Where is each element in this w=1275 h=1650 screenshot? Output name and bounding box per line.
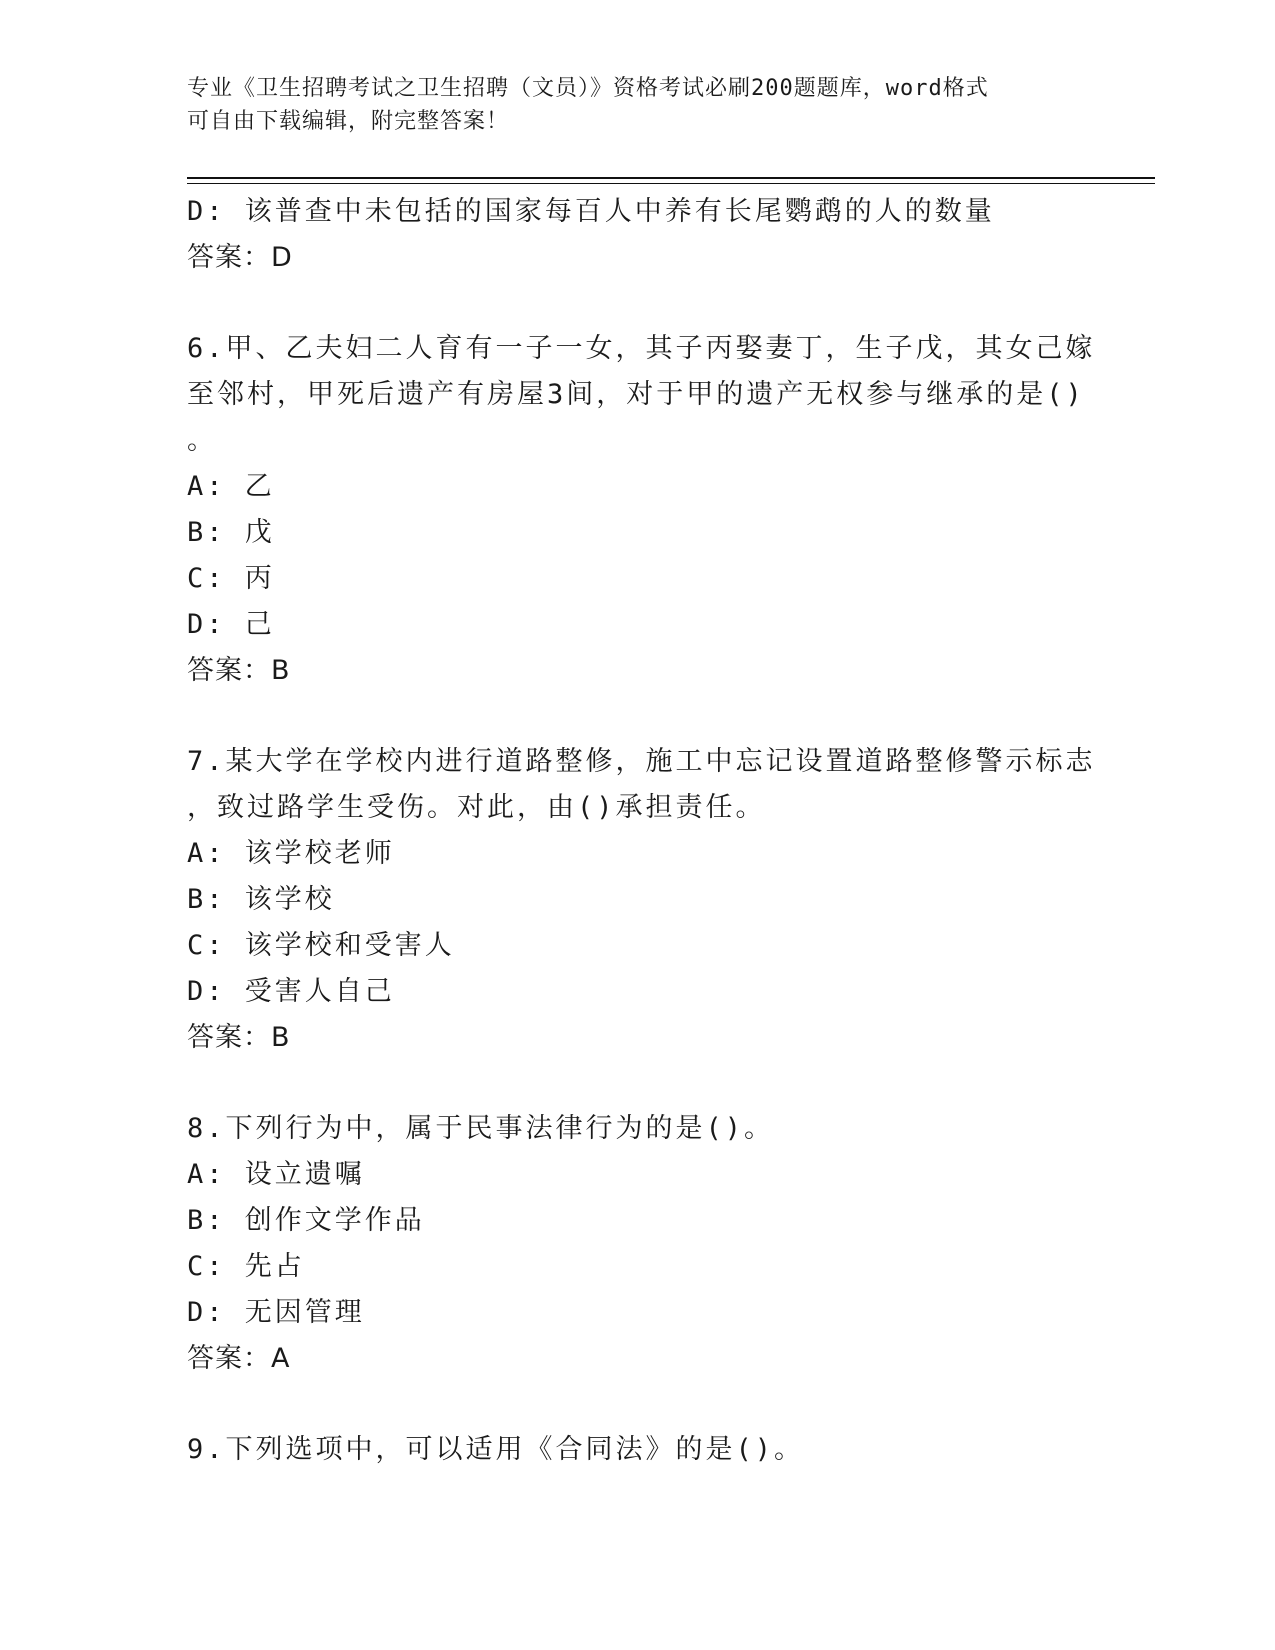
question-stem: ，致过路学生受伤。对此，由()承担责任。 [187,792,766,823]
question-5-tail [187,189,1087,281]
answer-line: 答案：A [187,1343,291,1374]
answer-line: 答案：B [187,1022,291,1053]
option-a: A: 设立遗嘱 [187,1159,365,1190]
answer-line: 答案：D [187,242,293,273]
question-stem: 9.下列选项中，可以适用《合同法》的是()。 [187,1434,805,1465]
question-stem: 6.甲、乙夫妇二人育有一子一女，其子丙娶妻丁，生子戊，其女己嫁 [187,333,1096,364]
option-a: A: 该学校老师 [187,838,395,869]
header-title-line-2: 可自由下载编辑，附完整答案！ [187,109,510,134]
question-7 [187,739,1096,1061]
document-header [187,72,1067,138]
option-c: C: 先占 [187,1251,305,1282]
header-divider-thin [187,183,1155,184]
header-divider-thick [187,177,1155,179]
option-d: D: 己 [187,609,275,640]
question-9 [187,1427,1087,1473]
option-d: D: 无因管理 [187,1297,365,1328]
option-c: C: 丙 [187,563,275,594]
question-6 [187,326,1096,694]
question-8 [187,1106,1087,1382]
question-stem: 8.下列行为中，属于民事法律行为的是()。 [187,1113,775,1144]
option-b: B: 该学校 [187,884,335,915]
option-b: B: 创作文学作品 [187,1205,425,1236]
option-c: C: 该学校和受害人 [187,930,455,961]
answer-line: 答案：B [187,655,291,686]
document-body [187,189,1096,1473]
header-title-line-1: 专业《卫生招聘考试之卫生招聘（文员）》资格考试必刷200题题库，word格式 [187,76,989,101]
option-d: D: 受害人自己 [187,976,395,1007]
question-stem: 7.某大学在学校内进行道路整修，施工中忘记设置道路整修警示标志 [187,746,1096,777]
option-b: B: 戊 [187,517,275,548]
question-stem: 。 [187,425,217,456]
option-d: D: 该普查中未包括的国家每百人中养有长尾鹦鹉的人的数量 [187,196,995,227]
option-a: A: 乙 [187,471,275,502]
question-stem: 至邻村，甲死后遗产有房屋3间，对于甲的遗产无权参与继承的是() [187,379,1085,410]
